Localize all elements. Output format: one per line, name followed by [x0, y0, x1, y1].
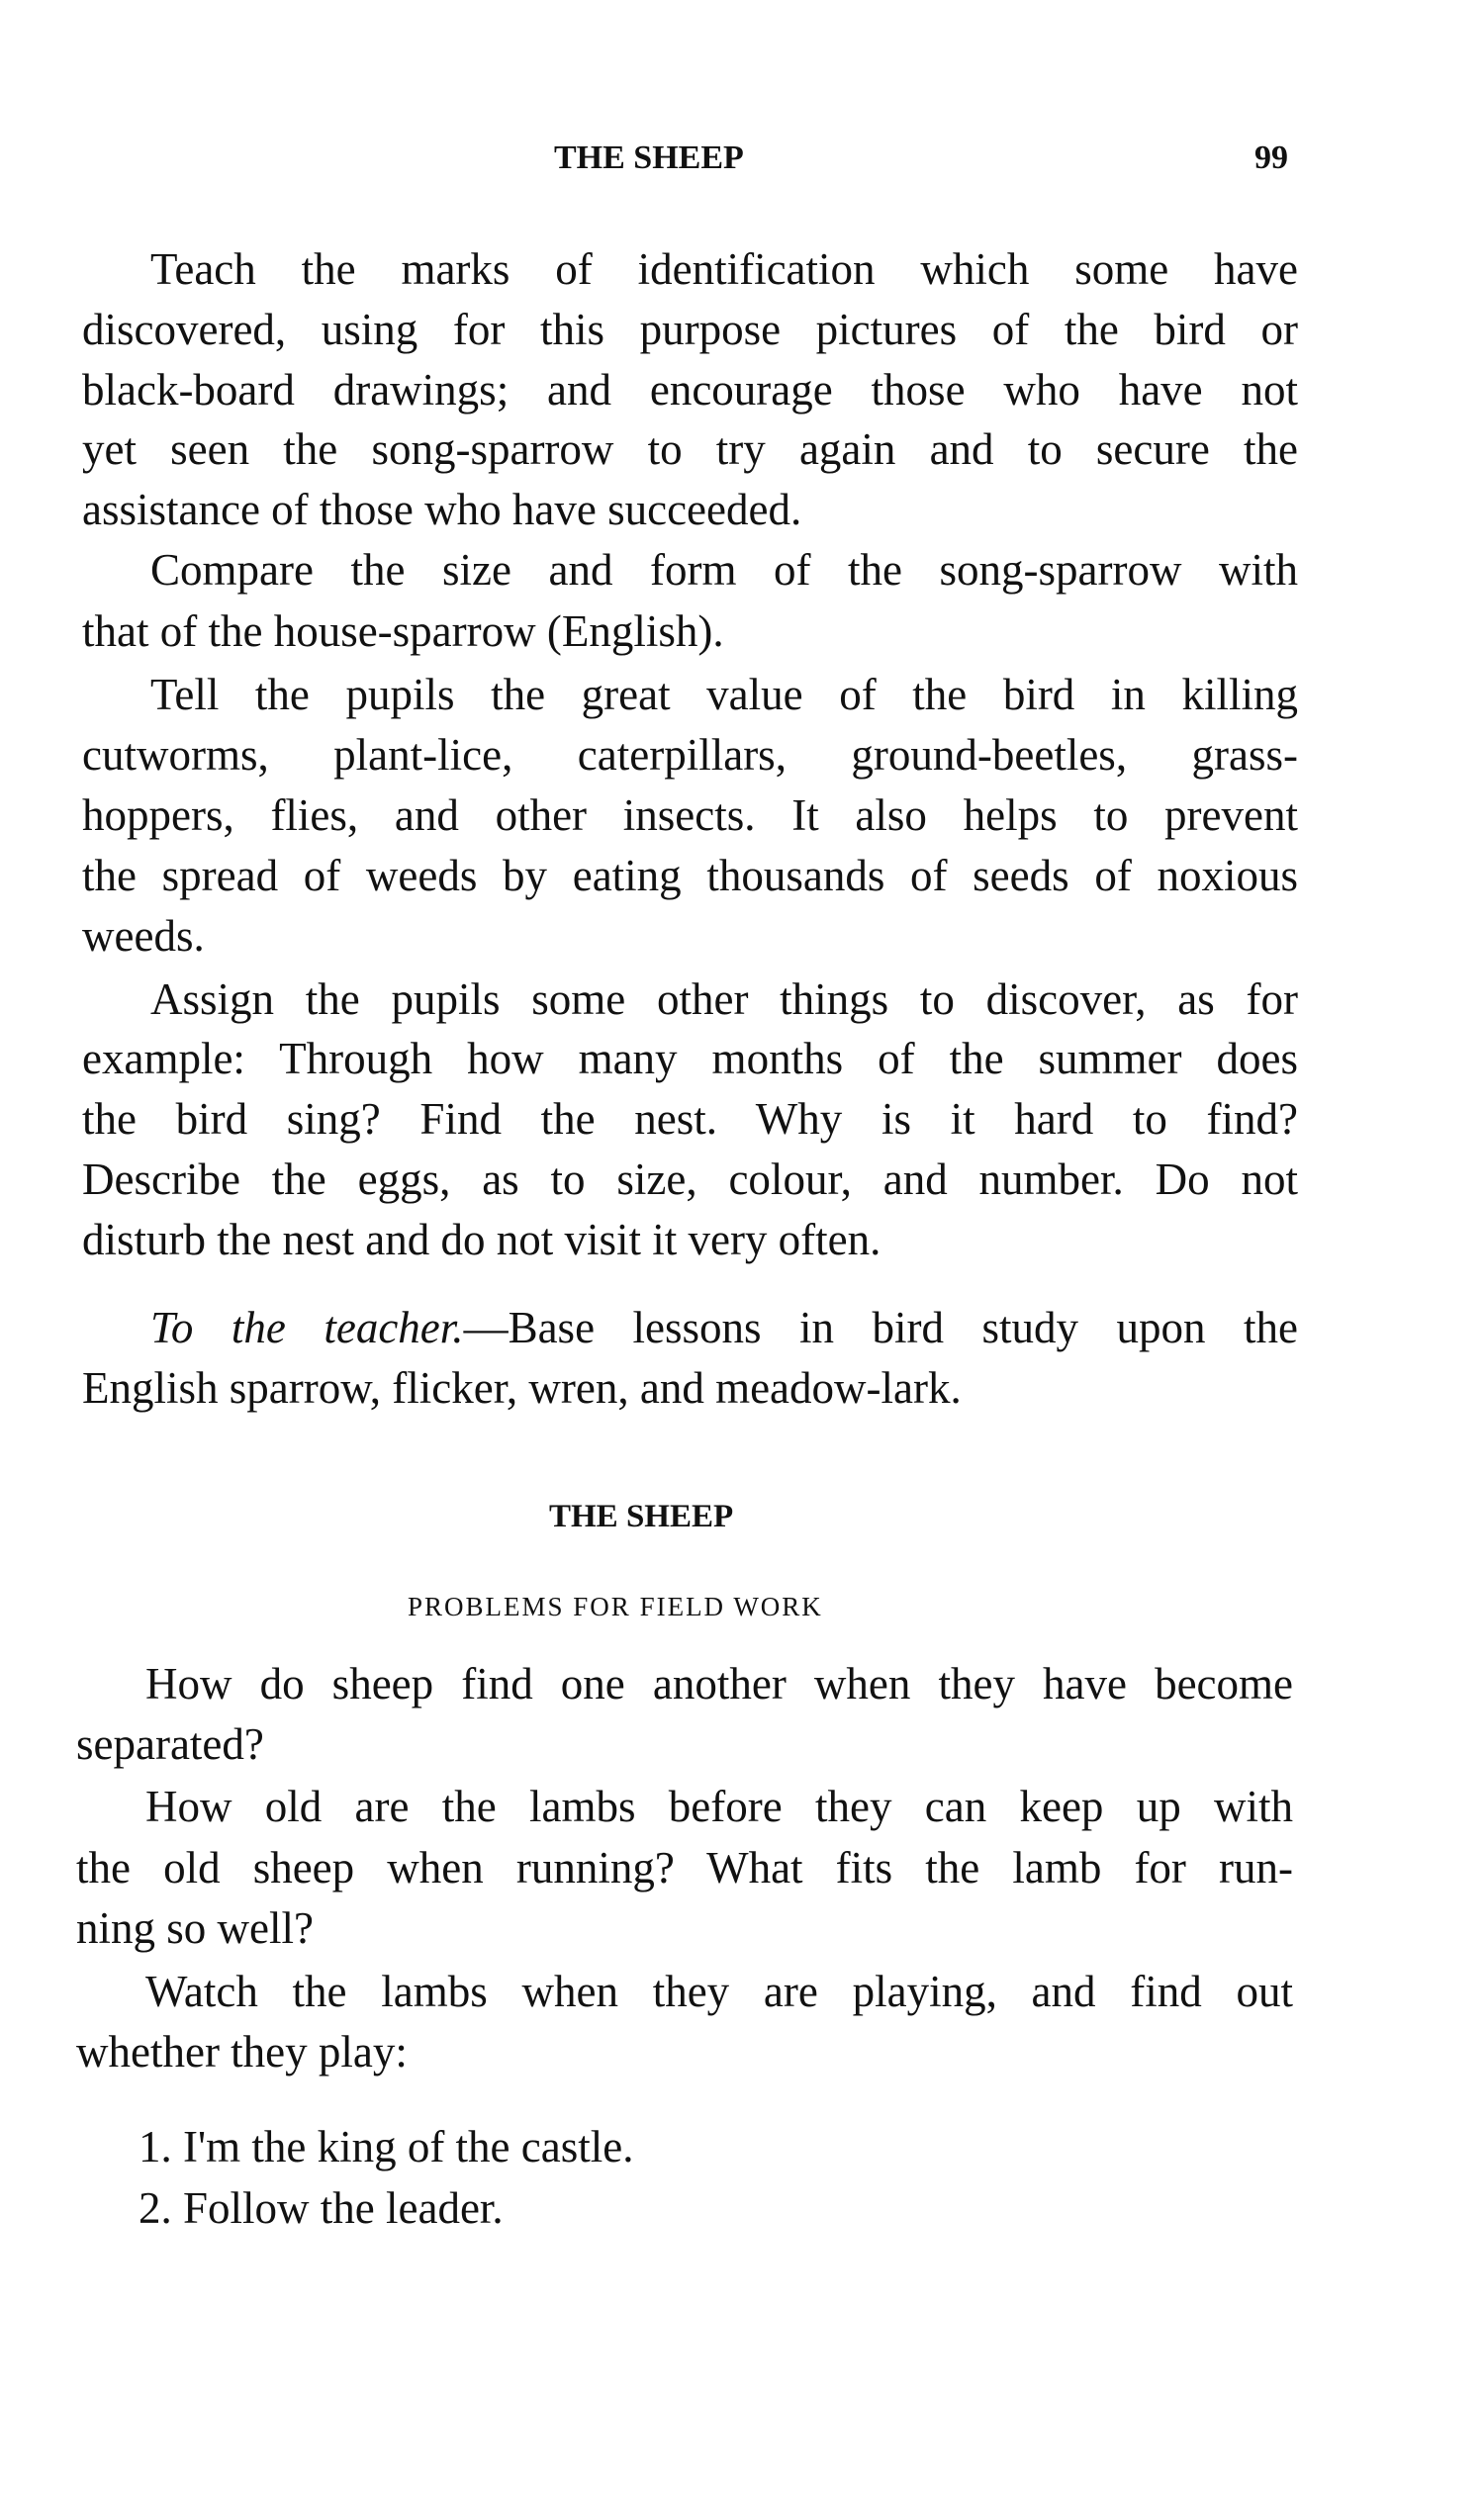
- line-text: example: Through how many months of the summer does: [82, 1034, 1298, 1084]
- line-text: Teach the marks of identification which some have: [150, 244, 1298, 294]
- line-text: the bird sing? Find the nest. Why is it hard to find?: [82, 1094, 1298, 1145]
- line-text: weeds.: [82, 910, 205, 961]
- line-text: the old sheep when running? What fits the lamb for run-: [76, 1843, 1293, 1893]
- line-text: ning so well?: [76, 1902, 314, 1953]
- list-text: I'm the king of the castle.: [183, 2121, 634, 2171]
- list-number: 1.: [139, 2121, 172, 2171]
- line-text: Assign the pupils some other things to discover, as for: [150, 973, 1298, 1024]
- line-text: —Base lessons in bird study upon the: [463, 1303, 1298, 1353]
- line-text: cutworms, plant-lice, caterpillars, ground-beetles, grass-: [82, 730, 1298, 781]
- line-text: How do sheep find one another when they have become: [145, 1659, 1293, 1709]
- text-line: [150, 1298, 1298, 1357]
- section-title: THE SHEEP: [549, 1499, 734, 1534]
- line-text: assistance of those who have succeeded.: [82, 485, 802, 535]
- text-line: [145, 1962, 1293, 2021]
- line-text: English sparrow, flicker, wren, and meadow-lark.: [82, 1363, 962, 1414]
- line-text: Tell the pupils the great value of the bird in killing: [150, 670, 1298, 720]
- text-line: [76, 2022, 408, 2081]
- text-line: [150, 665, 1298, 724]
- line-text: yet seen the song-sparrow to try again and to secure the: [82, 424, 1298, 475]
- text-line: [82, 1210, 881, 1269]
- text-line: [82, 1358, 962, 1418]
- line-text: Compare the size and form of the song-sparrow with: [150, 545, 1298, 595]
- text-line: [82, 360, 1298, 419]
- line-text: that of the house-sparrow (English).: [82, 606, 724, 657]
- text-line: [150, 970, 1298, 1029]
- list-item: [139, 2117, 633, 2176]
- text-line: [150, 239, 1298, 299]
- text-line: [82, 906, 205, 966]
- line-text: black-board drawings; and encourage those who have not: [82, 364, 1298, 415]
- text-line: [82, 1089, 1298, 1149]
- text-line: [82, 785, 1298, 845]
- text-line: [82, 419, 1298, 479]
- line-text: separated?: [76, 1719, 264, 1770]
- list-item: [139, 2178, 504, 2238]
- section-subtitle: PROBLEMS FOR FIELD WORK: [408, 1592, 823, 1621]
- text-line: [145, 1654, 1293, 1713]
- line-text: disturb the nest and do not visit it very often.: [82, 1214, 881, 1264]
- line-text: Watch the lambs when they are playing, and find out: [145, 1966, 1293, 2016]
- text-line: [82, 300, 1298, 359]
- list-text: Follow the leader.: [183, 2183, 504, 2233]
- text-line: [82, 1150, 1298, 1209]
- italic-lead: To the teacher.: [150, 1303, 464, 1353]
- text-line: [150, 540, 1298, 600]
- line-text: How old are the lambs before they can keep up with: [145, 1781, 1293, 1831]
- text-line: [76, 1838, 1293, 1897]
- text-line: [82, 480, 801, 539]
- line-text: whether they play:: [76, 2026, 408, 2077]
- text-line: [82, 1029, 1298, 1088]
- text-line: [76, 1898, 314, 1958]
- text-line: [82, 725, 1298, 785]
- text-line: [76, 1714, 264, 1774]
- line-text: Describe the eggs, as to size, colour, and number. Do not: [82, 1154, 1298, 1204]
- text-line: [82, 601, 724, 661]
- running-title: THE SHEEP: [554, 139, 744, 176]
- list-number: 2.: [139, 2183, 172, 2233]
- text-line: [82, 846, 1298, 905]
- text-line: [145, 1777, 1293, 1836]
- page-number: 99: [1254, 139, 1288, 176]
- line-text: discovered, using for this purpose pictures of the bird or: [82, 304, 1298, 354]
- line-text: hoppers, flies, and other insects. It also helps to prevent: [82, 790, 1298, 840]
- line-text: the spread of weeds by eating thousands of seeds of noxious: [82, 850, 1298, 900]
